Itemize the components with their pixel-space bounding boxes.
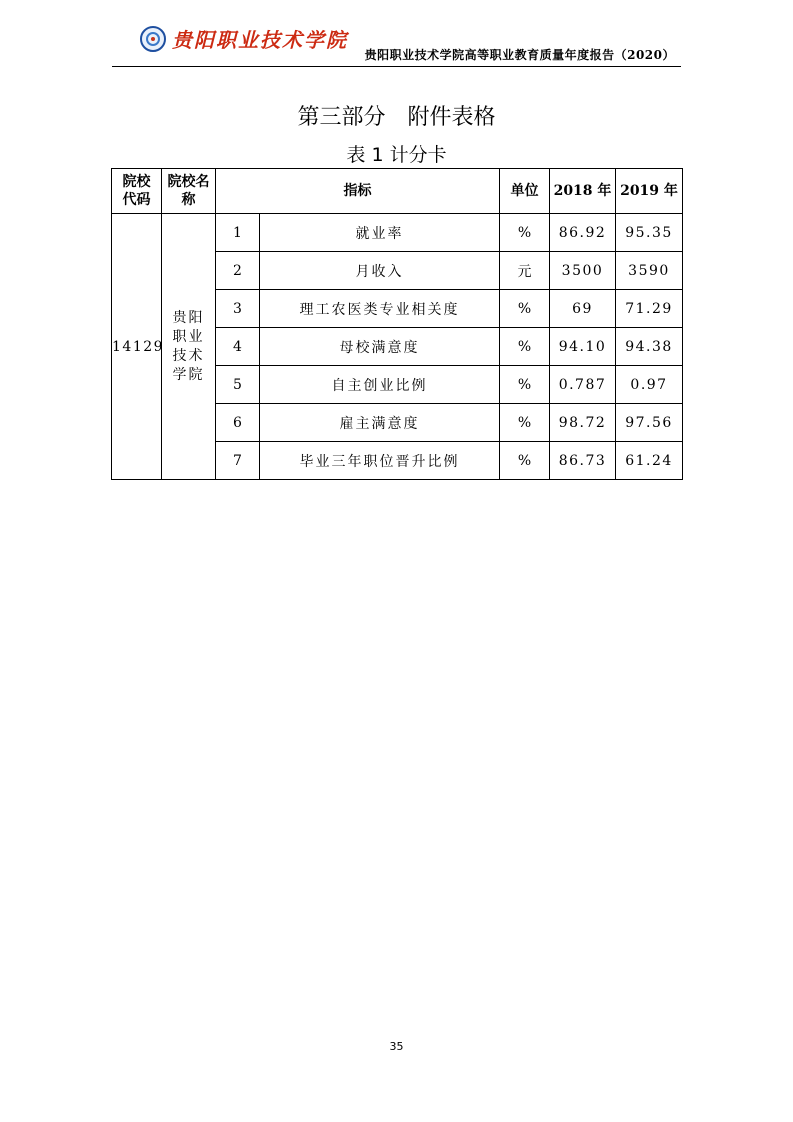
indicator-name: 毕业三年职位晋升比例 (260, 442, 500, 480)
unit-cell: 元 (500, 252, 550, 290)
header-2018: 2018 年 (550, 169, 616, 214)
school-name-text: 贵阳职业技术学院 (172, 309, 205, 383)
value-2018: 86.92 (550, 214, 616, 252)
indicator-name: 母校满意度 (260, 328, 500, 366)
header-school-name: 院校名称 (162, 169, 216, 214)
school-code-cell: 14129 (112, 214, 162, 480)
value-2019: 94.38 (616, 328, 683, 366)
report-header-title: 贵阳职业技术学院高等职业教育质量年度报告（2020） (364, 48, 675, 62)
page-number: 35 (389, 1040, 404, 1053)
scorecard-table (111, 168, 683, 480)
unit-cell: % (500, 404, 550, 442)
value-2019: 71.29 (616, 290, 683, 328)
value-2018: 3500 (550, 252, 616, 290)
header-unit: 单位 (500, 169, 550, 214)
value-2019: 3590 (616, 252, 683, 290)
value-2018: 94.10 (550, 328, 616, 366)
indicator-name: 月收入 (260, 252, 500, 290)
row-number: 5 (216, 366, 260, 404)
logo-text: 贵阳职业技术学院 (172, 28, 348, 52)
value-2018: 86.73 (550, 442, 616, 480)
indicator-name: 雇主满意度 (260, 404, 500, 442)
header-school-code: 院校代码 (112, 169, 162, 214)
value-2019: 0.97 (616, 366, 683, 404)
value-2018: 69 (550, 290, 616, 328)
unit-cell: % (500, 366, 550, 404)
value-2019: 95.35 (616, 214, 683, 252)
row-number: 6 (216, 404, 260, 442)
table-header-row (112, 169, 683, 214)
header-2019: 2019 年 (616, 169, 683, 214)
row-number: 4 (216, 328, 260, 366)
indicator-name: 就业率 (260, 214, 500, 252)
unit-cell: % (500, 442, 550, 480)
row-number: 2 (216, 252, 260, 290)
row-number: 7 (216, 442, 260, 480)
header-divider (112, 66, 681, 67)
school-name-cell (162, 214, 216, 480)
row-number: 3 (216, 290, 260, 328)
unit-cell: % (500, 290, 550, 328)
table-caption: 表 1 计分卡 (346, 144, 447, 166)
value-2018: 98.72 (550, 404, 616, 442)
table-row (112, 214, 683, 252)
indicator-name: 理工农医类专业相关度 (260, 290, 500, 328)
college-logo (140, 24, 348, 53)
section-title: 第三部分 附件表格 (297, 105, 496, 130)
value-2019: 97.56 (616, 404, 683, 442)
row-number: 1 (216, 214, 260, 252)
value-2019: 61.24 (616, 442, 683, 480)
college-seal-icon (140, 26, 166, 52)
unit-cell: % (500, 328, 550, 366)
value-2018: 0.787 (550, 366, 616, 404)
header-indicator: 指标 (216, 169, 500, 214)
unit-cell: % (500, 214, 550, 252)
indicator-name: 自主创业比例 (260, 366, 500, 404)
